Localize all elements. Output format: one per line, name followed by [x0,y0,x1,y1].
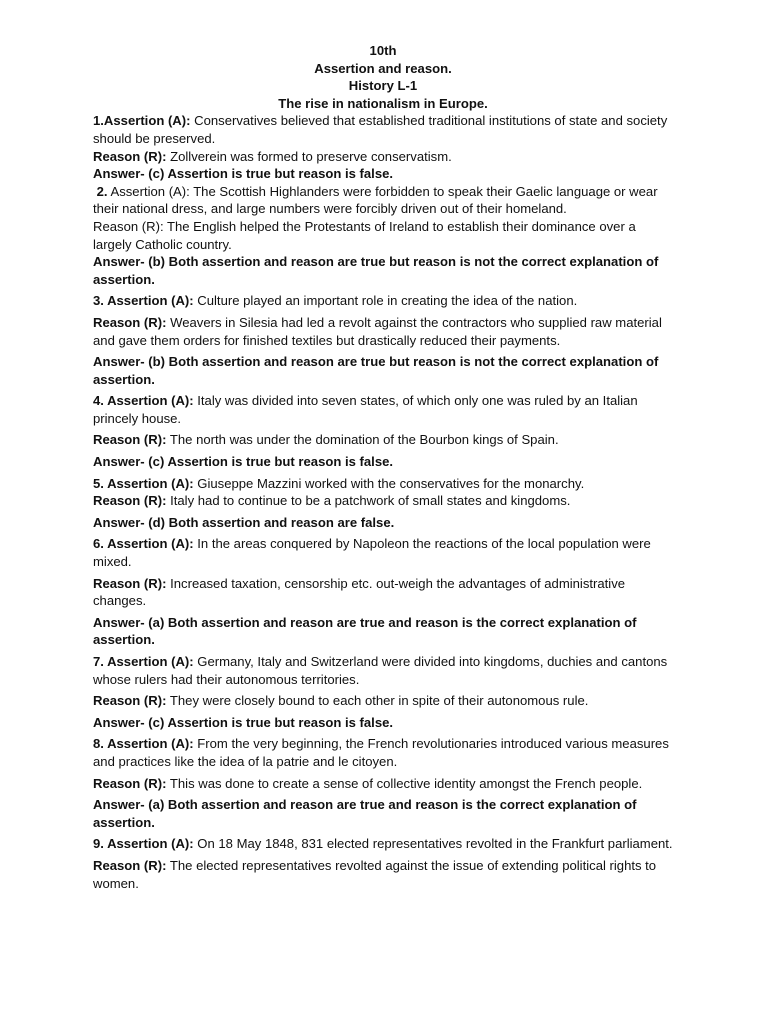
answer-8: Answer- (a) Both assertion and reason are true and reason is the correct explanation of assertion. [93,797,637,830]
assertion-8 [93,735,673,770]
question-7 [93,653,673,731]
answer-1: Answer- (c) Assertion is true but reason is false. [93,166,394,182]
assertion-text-8: From the very beginning, the French revolutionaries introduced various measures and practices like the idea of la patrie and le citoyen. [93,736,669,769]
assertion-text-3: Culture played an important role in creating the idea of the nation. [193,293,578,309]
reason-5 [93,492,673,510]
assertion-text-7: Germany, Italy and Switzerland were divided into kingdoms, duchies and cantons whose rulers had their autonomous territories. [93,654,668,687]
assertion-6 [93,535,673,570]
assertion-4 [93,392,673,427]
reason-7 [93,692,673,710]
grade-heading: 10th [369,43,397,58]
assertion-label-2: 2. [93,183,108,199]
chapter-heading: The rise in nationalism in Europe. [278,95,488,111]
subject-heading: History L-1 [348,78,418,94]
question-2 [93,183,673,289]
reason-text-8: This was done to create a sense of collective identity amongst the French people. [166,775,643,791]
reason-label-6: Reason (R): [93,575,167,591]
question-3 [93,292,673,388]
assertion-text-5: Giuseppe Mazzini worked with the conservatives for the monarchy. [193,475,585,491]
reason-text-6: Increased taxation, censorship etc. out-weigh the advantages of administrative changes. [93,575,626,609]
reason-text-9: The elected representatives revolted against the issue of extending political rights to women. [93,857,657,891]
question-5 [93,475,673,532]
reason-9 [93,857,673,892]
reason-8 [93,775,673,793]
question-9 [93,835,673,892]
question-6 [93,535,673,649]
reason-6 [93,575,673,610]
reason-label-1: Reason (R): [93,148,167,164]
question-1 [93,112,673,182]
answer-3: Answer- (b) Both assertion and reason are true but reason is not the correct explanation of assertion. [93,354,659,387]
answer-7: Answer- (c) Assertion is true but reason is false. [93,714,394,730]
answer-5: Answer- (d) Both assertion and reason are false. [93,514,395,530]
answer-2: Answer- (b) Both assertion and reason are true but reason is not the correct explanation of assertion. [93,254,659,287]
reason-label-5: Reason (R): [93,493,167,509]
assertion-3 [93,292,673,310]
document-page [93,42,673,892]
assertion-label-4: 4. Assertion (A): [93,393,194,409]
reason-text-3: Weavers in Silesia had led a revolt against the contractors who supplied raw material and gave them orders for finished textiles but drastically reduced their payments. [93,314,662,348]
reason-3 [93,314,673,349]
reason-label-4: Reason (R): [93,432,167,448]
assertion-text-9: On 18 May 1848, 831 elected representatives revolted in the Frankfurt parliament. [193,836,673,852]
reason-text-7: They were closely bound to each other in spite of their autonomous rule. [166,693,589,709]
assertion-label-1: 1.Assertion (A): [93,113,191,129]
reason-2 [93,218,673,253]
assertion-text-4: Italy was divided into seven states, of which only one was ruled by an Italian princely house. [93,393,638,426]
assertion-text-2: Assertion (A): The Scottish Highlanders were forbidden to speak their Gaelic language or wear their national dress, and large numbers were forcibly driven out of their homeland. [93,183,662,217]
reason-text-4: The north was under the domination of the Bourbon kings of Spain. [166,432,559,448]
assertion-7 [93,653,673,688]
answer-6: Answer- (a) Both assertion and reason are true and reason is the correct explanation of assertion. [93,614,637,648]
reason-label-7: Reason (R): [93,693,167,709]
question-8 [93,735,673,831]
document-header [93,42,673,112]
reason-1 [93,148,673,166]
reason-text-5: Italy had to continue to be a patchwork of small states and kingdoms. [166,493,571,509]
assertion-label-3: 3. Assertion (A): [93,293,194,309]
reason-label-3: Reason (R): [93,314,167,330]
assertion-5 [93,475,673,493]
reason-text-2: Reason (R): The English helped the Protestants of Ireland to establish their dominance over a largely Catholic country. [93,218,636,252]
reason-4 [93,431,673,449]
assertion-label-7: 7. Assertion (A): [93,654,194,669]
assertion-text-6: In the areas conquered by Napoleon the reactions of the local population were mixed. [93,536,651,570]
assertion-label-6: 6. Assertion (A): [93,536,194,552]
assertion-1 [93,112,673,147]
reason-text-1: Zollverein was formed to preserve conservatism. [166,148,452,164]
assertion-label-8: 8. Assertion (A): [93,736,194,752]
assertion-text-1: Conservatives believed that established traditional institutions of state and society should be preserved. [93,113,668,146]
reason-label-9: Reason (R): [93,857,167,873]
assertion-label-9: 9. Assertion (A): [93,836,194,852]
assertion-9 [93,835,673,853]
doc-title: Assertion and reason. [314,60,452,76]
assertion-2 [93,183,673,218]
assertion-label-5: 5. Assertion (A): [93,475,194,491]
answer-4: Answer- (c) Assertion is true but reason is false. [93,454,394,470]
question-4 [93,392,673,470]
reason-label-8: Reason (R): [93,775,167,791]
